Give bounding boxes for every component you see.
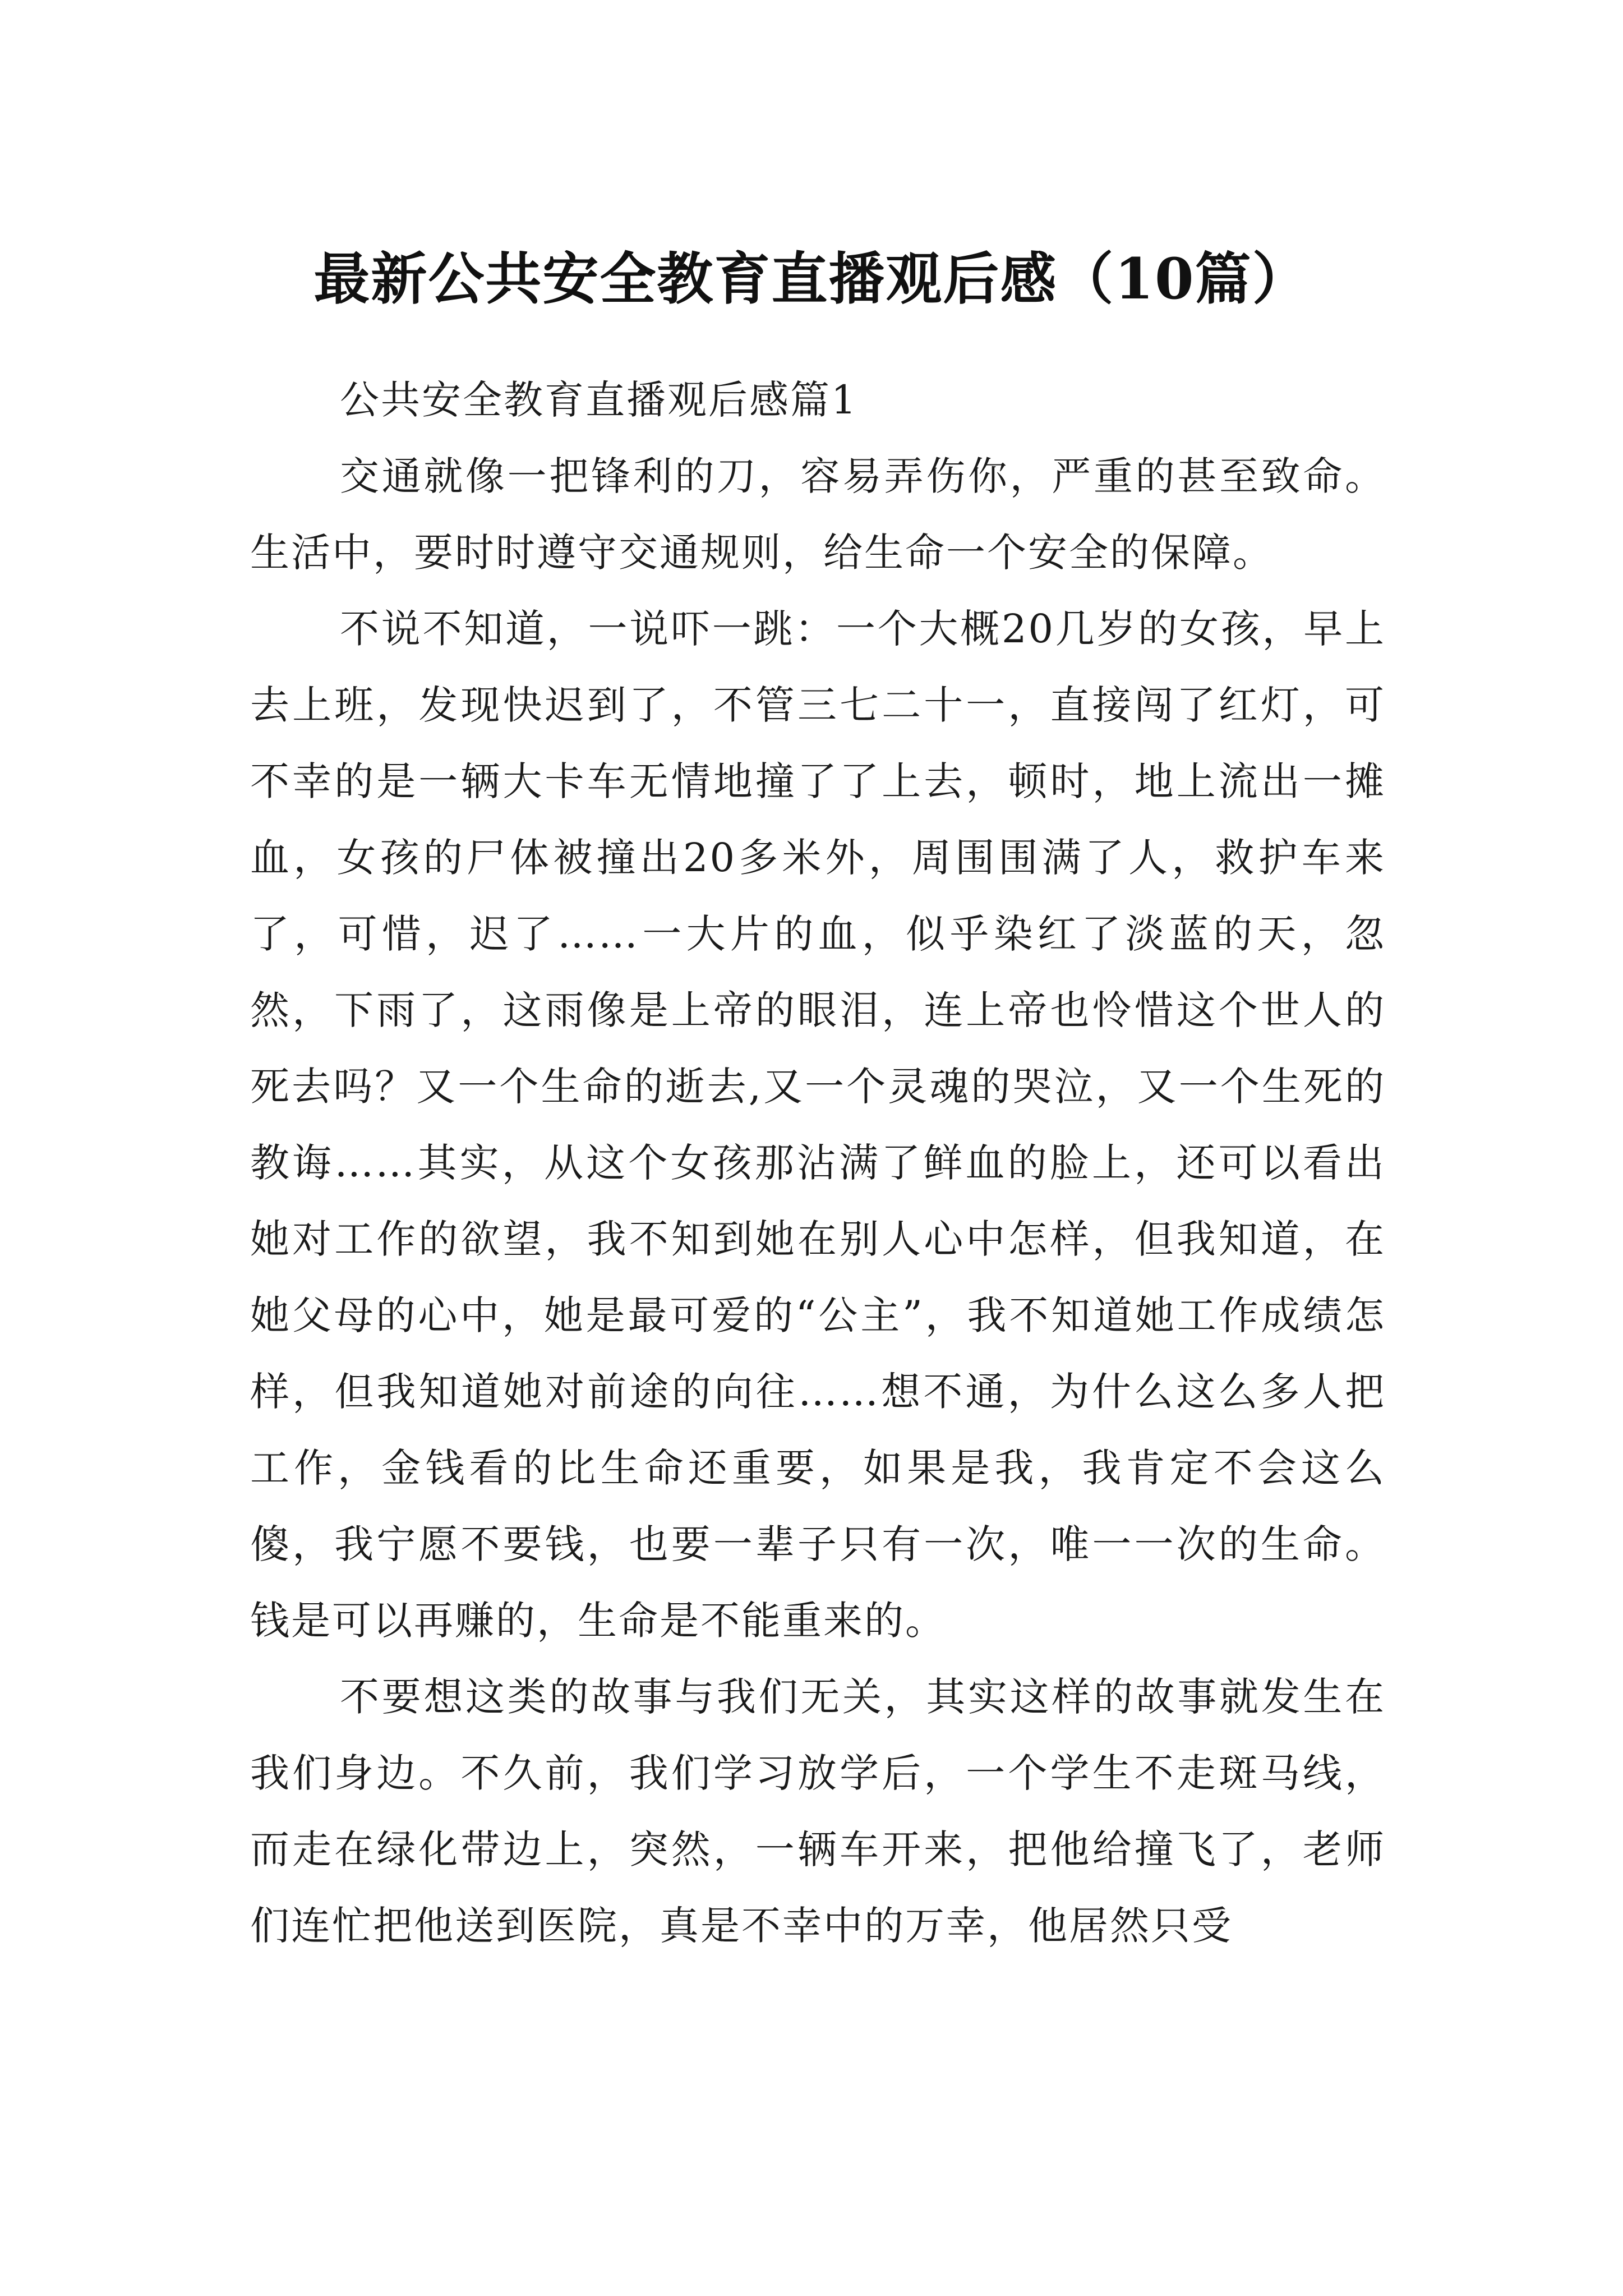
paragraph: 不要想这类的故事与我们无关，其实这样的故事就发生在我们身边。不久前，我们学习放学后，一个学生不走斑马线，而走在绿化带边上，突然，一辆车开来，把他给撞飞了，老师们连忙把他送到医院，真是不幸中的万幸，他居然只受 xyxy=(250,1674,1386,1949)
paragraph: 不说不知道，一说吓一跳：一个大概20几岁的女孩，早上去上班，发现快迟到了，不管三七二十一，直接闯了红灯，可不幸的是一辆大卡车无情地撞了了上去，顿时，地上流出一摊血，女孩的尸体被撞出20多米外，周围围满了人，救护车来了，可惜，迟了……一大片的血，似乎染红了淡蓝的天，忽然，下雨了，这雨像是上帝的眼泪，连上帝也怜惜这个世人的死去吗？又一个生命的逝去,又一个灵魂的哭泣，又一个生死的教诲……其实，从这个女孩那沾满了鲜血的脸上，还可以看出她对工作的欲望，我不知到她在别人心中怎样，但我知道，在她父母的心中，她是最可爱的“公主”，我不知道她工作成绩怎样，但我知道她对前途的向往……想不通，为什么这么多人把工作，金钱看的比生命还重要，如果是我，我肯定不会这么傻，我宁愿不要钱，也要一辈子只有一次，唯一一次的生命。钱是可以再赚的，生命是不能重来的。 xyxy=(250,606,1386,1644)
paragraph: 交通就像一把锋利的刀，容易弄伤你，严重的甚至致命。生活中，要时时遵守交通规则，给生命一个安全的保障。 xyxy=(250,453,1386,576)
document-body xyxy=(250,362,1386,1964)
section-heading: 公共安全教育直播观后感篇1 xyxy=(340,377,858,423)
document-title: 最新公共安全教育直播观后感（10篇） xyxy=(313,246,1310,312)
